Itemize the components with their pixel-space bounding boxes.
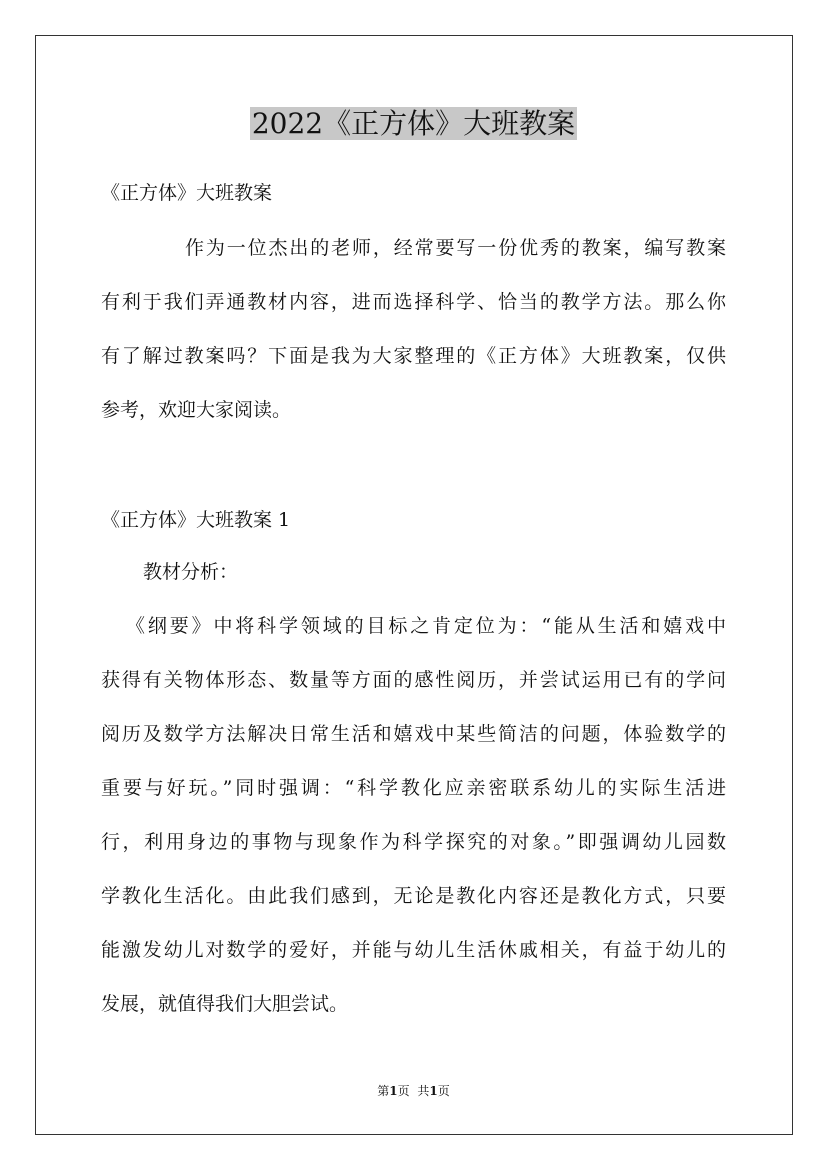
body-line: 重要与好玩。”同时强调：“科学教化应亲密联系幼儿的实际生活进 [101, 777, 726, 799]
body-line: 获得有关物体形态、数量等方面的感性阅历，并尝试运用已有的学问 [101, 669, 726, 691]
document-subtitle: 《正方体》大班教案 [101, 182, 273, 204]
intro-line: 作为一位杰出的老师，经常要写一份优秀的教案，编写教案 [185, 237, 726, 259]
body-line: 《纲要》中将科学领域的目标之肯定位为：“能从生活和嬉戏中 [126, 615, 726, 637]
intro-line: 参考，欢迎大家阅读。 [101, 399, 292, 421]
intro-line: 有了解过教案吗？下面是我为大家整理的《正方体》大班教案，仅供 [101, 345, 726, 367]
analysis-label: 教材分析： [143, 561, 239, 583]
body-line: 能激发幼儿对数学的爱好，并能与幼儿生活休戚相关，有益于幼儿的 [101, 939, 726, 961]
intro-line: 有利于我们弄通教材内容，进而选择科学、恰当的教学方法。那么你 [101, 291, 726, 313]
body-line: 学教化生活化。由此我们感到，无论是教化内容还是教化方式，只要 [101, 885, 726, 907]
section-heading: 《正方体》大班教案 1 [101, 509, 291, 531]
document-title: 2022《正方体》大班教案 [251, 107, 576, 140]
body-line: 阅历及数学方法解决日常生活和嬉戏中某些简洁的问题，体验数学的 [101, 723, 726, 745]
body-line: 发展，就值得我们大胆尝试。 [101, 993, 349, 1015]
page-footer: 第1页 共1页 [377, 1084, 450, 1098]
body-line: 行，利用身边的事物与现象作为科学探究的对象。”即强调幼儿园数 [101, 831, 726, 853]
